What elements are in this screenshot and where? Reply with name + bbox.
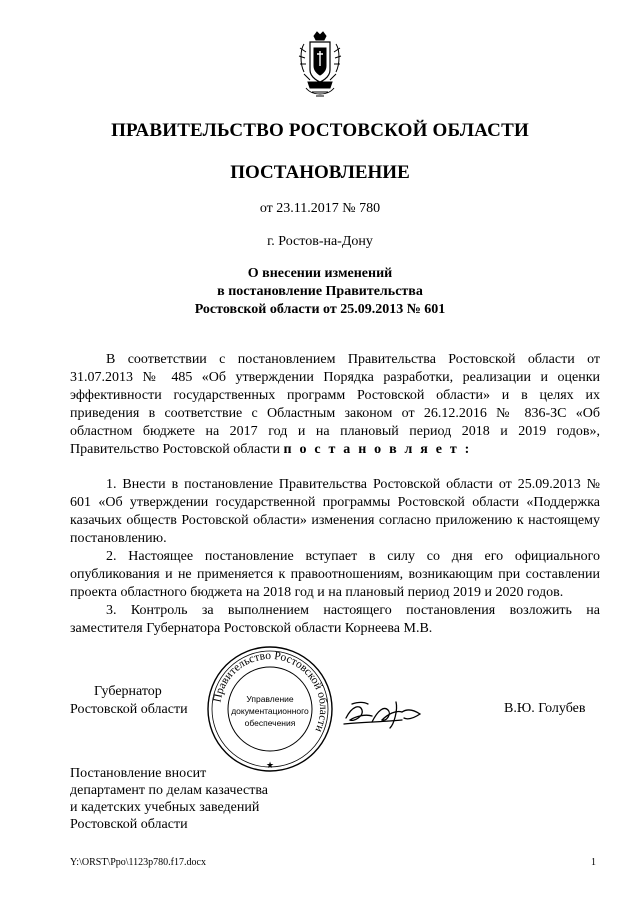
subject-line: в постановление Правительства [217, 284, 423, 299]
handwritten-signature [342, 696, 432, 732]
stamp-center-line: обеспечения [244, 718, 296, 728]
organization-title: ПРАВИТЕЛЬСТВО РОСТОВСКОЙ ОБЛАСТИ [111, 120, 529, 141]
submitted-by-line: Постановление вносит [70, 766, 207, 781]
stamp-center-line: Управление [246, 694, 294, 704]
submitting-department [70, 765, 330, 833]
document-subject [0, 265, 640, 319]
submitted-by-line: департамент по делам казачества [70, 783, 268, 798]
stamp-center-line: документационного [231, 706, 309, 716]
stamp-star-icon: ★ [265, 760, 275, 770]
subject-line: О внесении изменений [247, 266, 393, 281]
decree-items [70, 476, 600, 638]
signatory-name: В.Ю. Голубев [504, 701, 586, 716]
signatory-title [70, 683, 200, 719]
preamble-text: В соответствии с постановлением Правительства Ростовской области от 31.07.2013 № 485 «Об утверждении Порядка разработки, реализации и оценки эффективности государственных программ Ростовской области» и в целях их приведения в соответствие с Областным законом от 26.12.2016 № 836-ЗС «Об областном бюджете на 2017 год и на плановый период 2018 и 2019 годов», Правительство Ростовской области [70, 352, 600, 457]
document-city: г. Ростов-на-Дону [267, 234, 373, 249]
page-number: 1 [591, 857, 596, 868]
signatory-position: Губернатор [94, 684, 162, 699]
preamble-paragraph [70, 351, 600, 459]
decree-word: п о с т а н о в л я е т : [283, 442, 472, 457]
decree-item: 1. Внести в постановление Правительства Ростовской области от 25.09.2013 № 601 «Об утверждении государственной программы Ростовской области «Поддержка казачьих обществ Ростовской области» изменения согласно приложению к настоящему постановлению. [70, 477, 600, 546]
document-type-title: ПОСТАНОВЛЕНИЕ [230, 162, 410, 183]
footer-file-path: Y:\ORST\Ppo\1123p780.f17.docx [70, 857, 206, 868]
submitted-by-line: Ростовской области [70, 817, 188, 832]
document-date-number: от 23.11.2017 № 780 [259, 201, 381, 216]
submitted-by-line: и кадетских учебных заведений [70, 800, 260, 815]
signatory-region: Ростовской области [70, 702, 188, 717]
coat-of-arms-emblem [296, 30, 344, 104]
decree-item: 3. Контроль за выполнением настоящего постановления возложить на заместителя Губернатора Ростовской области Корнеева М.В. [70, 603, 600, 636]
decree-item: 2. Настоящее постановление вступает в силу со дня его официального опубликования и не применяется к правоотношениям, возникающим при составлении проекта областного бюджета на 2018 год и на плановый период 2019 и 2020 годов. [70, 549, 600, 600]
subject-line: Ростовской области от 25.09.2013 № 601 [194, 302, 446, 317]
official-stamp [205, 644, 335, 774]
stamp-ring-text: Правительство Ростовской области [211, 649, 330, 734]
